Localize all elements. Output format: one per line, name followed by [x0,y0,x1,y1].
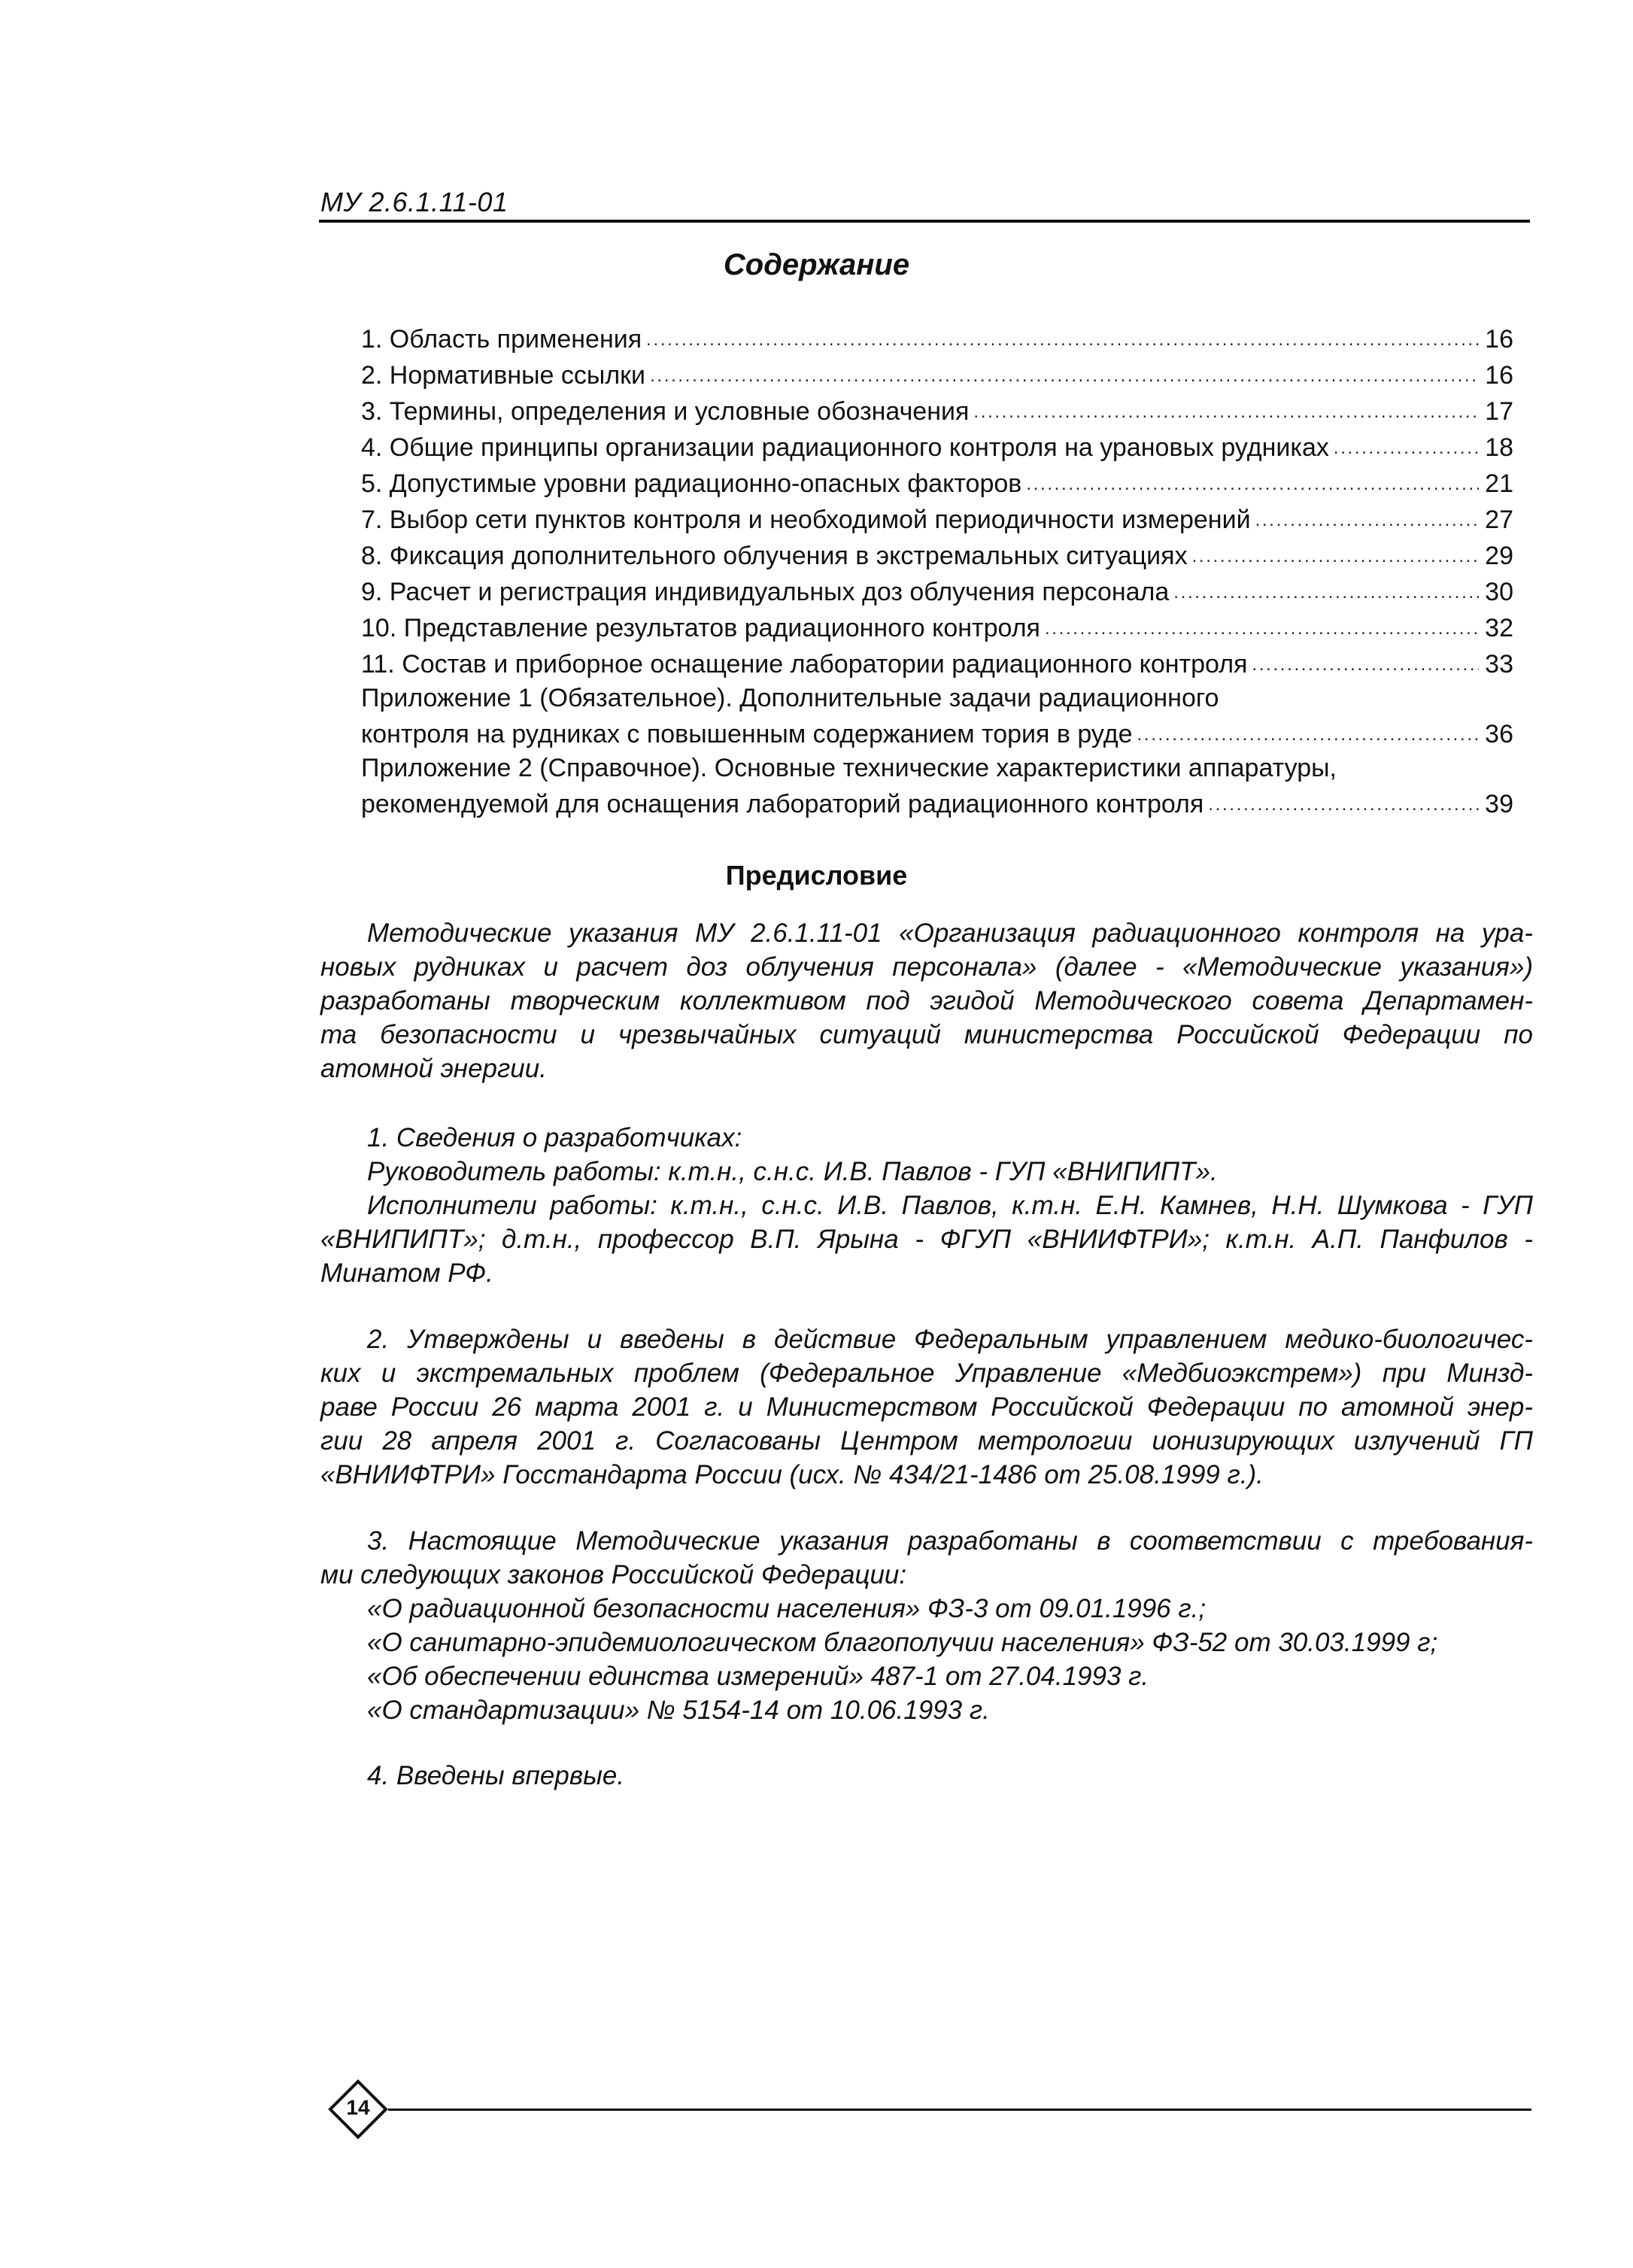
text-line: та безопасности и чрезвычайных ситуаций министерства Российской Федерации по [320,1020,1533,1049]
toc-appendix1-line1[interactable]: Приложение 1 (Обязательное). Дополнительные задачи радиационного [361,684,1219,712]
toc-item-page: 21 [1485,469,1513,498]
text-line: «О радиационной безопасности населения» ФЗ-3 от 09.01.1996 г.; [367,1594,1207,1623]
toc-leader-dots [1334,429,1479,465]
text-line: гии 28 апреля 2001 г. Согласованы Центром метрологии ионизирующих излучений ГП [320,1426,1533,1456]
page-footer [328,2079,1531,2139]
toc-appendix2-line1[interactable]: Приложение 2 (Справочное). Основные технические характеристики аппаратуры, [361,754,1337,782]
document-code: МУ 2.6.1.11-01 [320,187,508,217]
toc-leader-dots [973,393,1479,429]
toc-leader-dots [1026,465,1479,501]
text-line: ких и экстремальных проблем (Федеральное Управление «Медбиоэкстрем») при Минзд- [320,1359,1533,1388]
toc-item[interactable] [361,501,1513,537]
text-line: «ВНИПИПТ»; д.т.н., профессор В.П. Ярына - ФГУП «ВНИИФТРИ»; к.т.н. А.П. Панфилов - [320,1225,1533,1254]
text-line: «Об обеспечении единства измерений» 487-1 от 27.04.1993 г. [367,1662,1149,1691]
toc-item-text: 9. Расчет и регистрация индивидуальных доз облучения персонала [361,578,1170,606]
text-line: 2. Утверждены и введены в действие Федеральным управлением медико-биологичес- [367,1325,1533,1354]
text-line: раве России 26 марта 2001 г. и Министерством Российской Федерации по атомной энер- [320,1392,1533,1422]
toc-appendix2-line2: рекомендуемой для оснащения лабораторий радиационного контроля [361,790,1204,818]
toc-item[interactable] [361,537,1513,573]
table-of-contents [361,320,1513,821]
toc-item[interactable] [361,645,1513,682]
toc-item[interactable] [361,393,1513,429]
text-line: «О санитарно-эпидемиологическом благополучии населения» ФЗ-52 от 30.03.1999 г; [367,1628,1438,1657]
toc-leader-dots [1137,715,1479,751]
toc-item[interactable] [361,609,1513,645]
text-line: Исполнители работы: к.т.н., с.н.с. И.В. Павлов, к.т.н. Е.Н. Камнев, Н.Н. Шумкова - ГУП [367,1191,1533,1220]
text-line: 4. Введены впервые. [367,1761,625,1790]
footer-rule [388,2109,1531,2111]
toc-item-page: 30 [1485,578,1513,606]
text-line: Руководитель работы: к.т.н., с.н.с. И.В. Павлов - ГУП «ВНИПИПТ». [367,1157,1218,1186]
text-line: атомной энергии. [320,1054,547,1083]
header-rule [319,220,1530,223]
toc-item-page: 17 [1485,397,1513,426]
toc-item[interactable] [361,429,1513,465]
toc-item-text: 5. Допустимые уровни радиационно-опасных факторов [361,469,1022,498]
text-line: разработаны творческим коллективом под эгидой Методического совета Департамен- [320,986,1533,1016]
toc-item-text: 2. Нормативные ссылки [361,361,646,390]
toc-item-page: 29 [1485,542,1513,570]
toc-item-page: 16 [1485,361,1513,390]
text-line: новых рудниках и расчет доз облучения персонала» (далее - «Методические указания») [320,952,1533,982]
toc-item-page: 16 [1485,325,1513,354]
preface-section-3 [320,1524,1533,1727]
text-line: 1. Сведения о разработчиках: [367,1123,742,1152]
toc-leader-dots [650,357,1479,393]
toc-item[interactable] [361,465,1513,501]
toc-leader-dots [1192,537,1479,573]
toc-title: Содержание [723,248,910,281]
toc-item-page: 39 [1485,790,1513,818]
preface-section-2 [320,1322,1533,1492]
toc-item[interactable] [361,573,1513,609]
toc-item-page: 27 [1485,506,1513,534]
toc-item-text: 10. Представление результатов радиационного контроля [361,614,1040,642]
text-line: Минатом РФ. [320,1258,493,1288]
toc-leader-dots [646,320,1479,357]
text-line: Методические указания МУ 2.6.1.11-01 «Организация радиационного контроля на ура- [367,918,1533,948]
toc-leader-dots [1255,501,1479,537]
text-line: «ВНИИФТРИ» Госстандарта России (исх. № 434/21-1486 от 25.08.1999 г.). [320,1460,1264,1489]
preface-title: Предисловие [725,860,908,891]
text-line: ми следующих законов Российской Федерации: [320,1560,907,1589]
page-number: 14 [346,2096,370,2119]
toc-item-text: 4. Общие принципы организации радиационного контроля на урановых рудниках [361,433,1329,462]
text-line: 3. Настоящие Методические указания разработаны в соответствии с требования- [367,1526,1533,1556]
toc-leader-dots [1208,785,1479,821]
preface-section-4 [320,1759,1533,1793]
toc-leader-dots [1173,573,1479,609]
toc-item-text: 7. Выбор сети пунктов контроля и необходимой периодичности измерений [361,506,1251,534]
preface-intro [320,916,1533,1085]
toc-item[interactable] [361,320,1513,357]
toc-item-text: 11. Состав и приборное оснащение лаборатории радиационного контроля [361,650,1248,679]
toc-item-page: 33 [1485,650,1513,679]
toc-item-page: 36 [1485,720,1513,748]
text-line: «О стандартизации» № 5154-14 от 10.06.1993 г. [367,1696,990,1725]
toc-leader-dots [1252,645,1479,682]
preface-section-1 [320,1121,1533,1290]
toc-leader-dots [1045,609,1479,645]
toc-item[interactable] [361,785,1513,821]
toc-item-text: 8. Фиксация дополнительного облучения в экстремальных ситуациях [361,542,1188,570]
toc-item-text: 1. Область применения [361,325,642,354]
toc-item[interactable] [361,715,1513,751]
toc-item-page: 18 [1485,433,1513,462]
toc-item-text: 3. Термины, определения и условные обозначения [361,397,970,426]
toc-item[interactable] [361,357,1513,393]
toc-appendix1-line2: контроля на рудниках с повышенным содержанием тория в руде [361,720,1133,748]
toc-item-page: 32 [1485,614,1513,642]
